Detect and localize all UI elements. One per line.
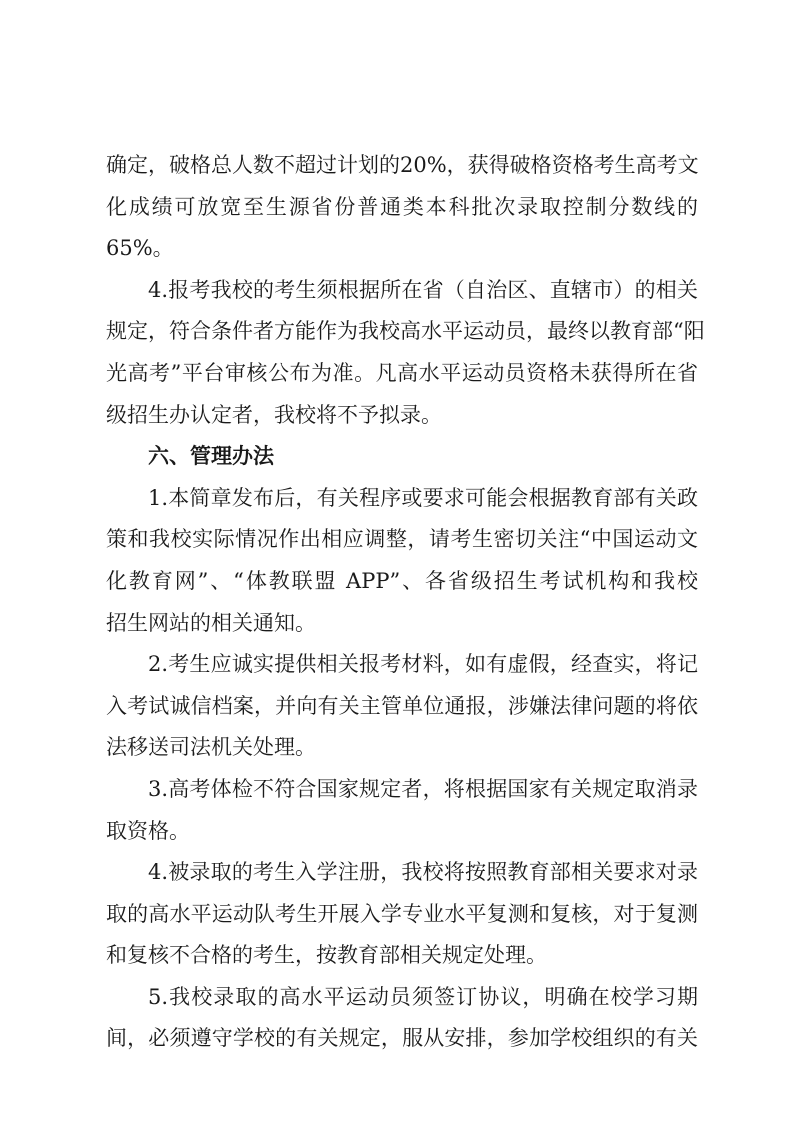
text-line: 取的高水平运动队考生开展入学专业水平复测和复核，对于复测	[106, 901, 698, 926]
text-line: 策和我校实际情况作出相应调整，请考生密切关注“中国运动文	[106, 527, 698, 552]
section-heading-management: 六、管理办法	[148, 444, 274, 469]
text-line: 规定，符合条件者方能作为我校高水平运动员，最终以教育部“阳	[106, 319, 705, 344]
text-line: 招生网站的相关通知。	[106, 610, 316, 635]
text-line: 间，必须遵守学校的有关规定，服从安排，参加学校组织的有关	[106, 1026, 698, 1051]
text-line: 光高考”平台审核公布为准。凡高水平运动员资格未获得所在省	[106, 360, 698, 385]
paragraph-management-3	[106, 769, 698, 852]
paragraph-continuation	[106, 145, 698, 270]
text-line: 取资格。	[106, 818, 190, 843]
text-line: 确定，破格总人数不超过计划的20%，获得破格资格考生高考文	[106, 153, 699, 177]
paragraph-item-4-qualification	[106, 270, 705, 436]
text-line: 化教育网”、“体教联盟 APP”、各省级招生考试机构和我校	[106, 568, 698, 593]
paragraph-management-1	[106, 478, 698, 644]
paragraph-management-2	[106, 644, 698, 769]
text-line: 级招生办认定者，我校将不予拟录。	[106, 402, 442, 427]
text-line: 3.高考体检不符合国家规定者，将根据国家有关规定取消录	[148, 776, 698, 801]
text-line: 入考试诚信档案，并向有关主管单位通报，涉嫌法律问题的将依	[106, 693, 698, 718]
paragraph-management-4	[106, 852, 698, 977]
text-line: 2.考生应诚实提供相关报考材料，如有虚假，经查实，将记	[148, 652, 698, 677]
text-line: 和复核不合格的考生，按教育部相关规定处理。	[106, 943, 547, 968]
text-line: 65%。	[106, 236, 174, 261]
document-page	[106, 145, 705, 1060]
text-line: 4.报考我校的考生须根据所在省（自治区、直辖市）的相关	[148, 277, 698, 302]
text-line: 法移送司法机关处理。	[106, 735, 316, 760]
text-line: 4.被录取的考生入学注册，我校将按照教育部相关要求对录	[148, 860, 698, 885]
paragraph-management-5	[106, 977, 698, 1060]
text-line: 化成绩可放宽至生源省份普通类本科批次录取控制分数线的	[106, 194, 698, 219]
text-line: 5.我校录取的高水平运动员须签订协议，明确在校学习期	[148, 984, 698, 1009]
text-line: 1.本简章发布后，有关程序或要求可能会根据教育部有关政	[148, 485, 698, 510]
